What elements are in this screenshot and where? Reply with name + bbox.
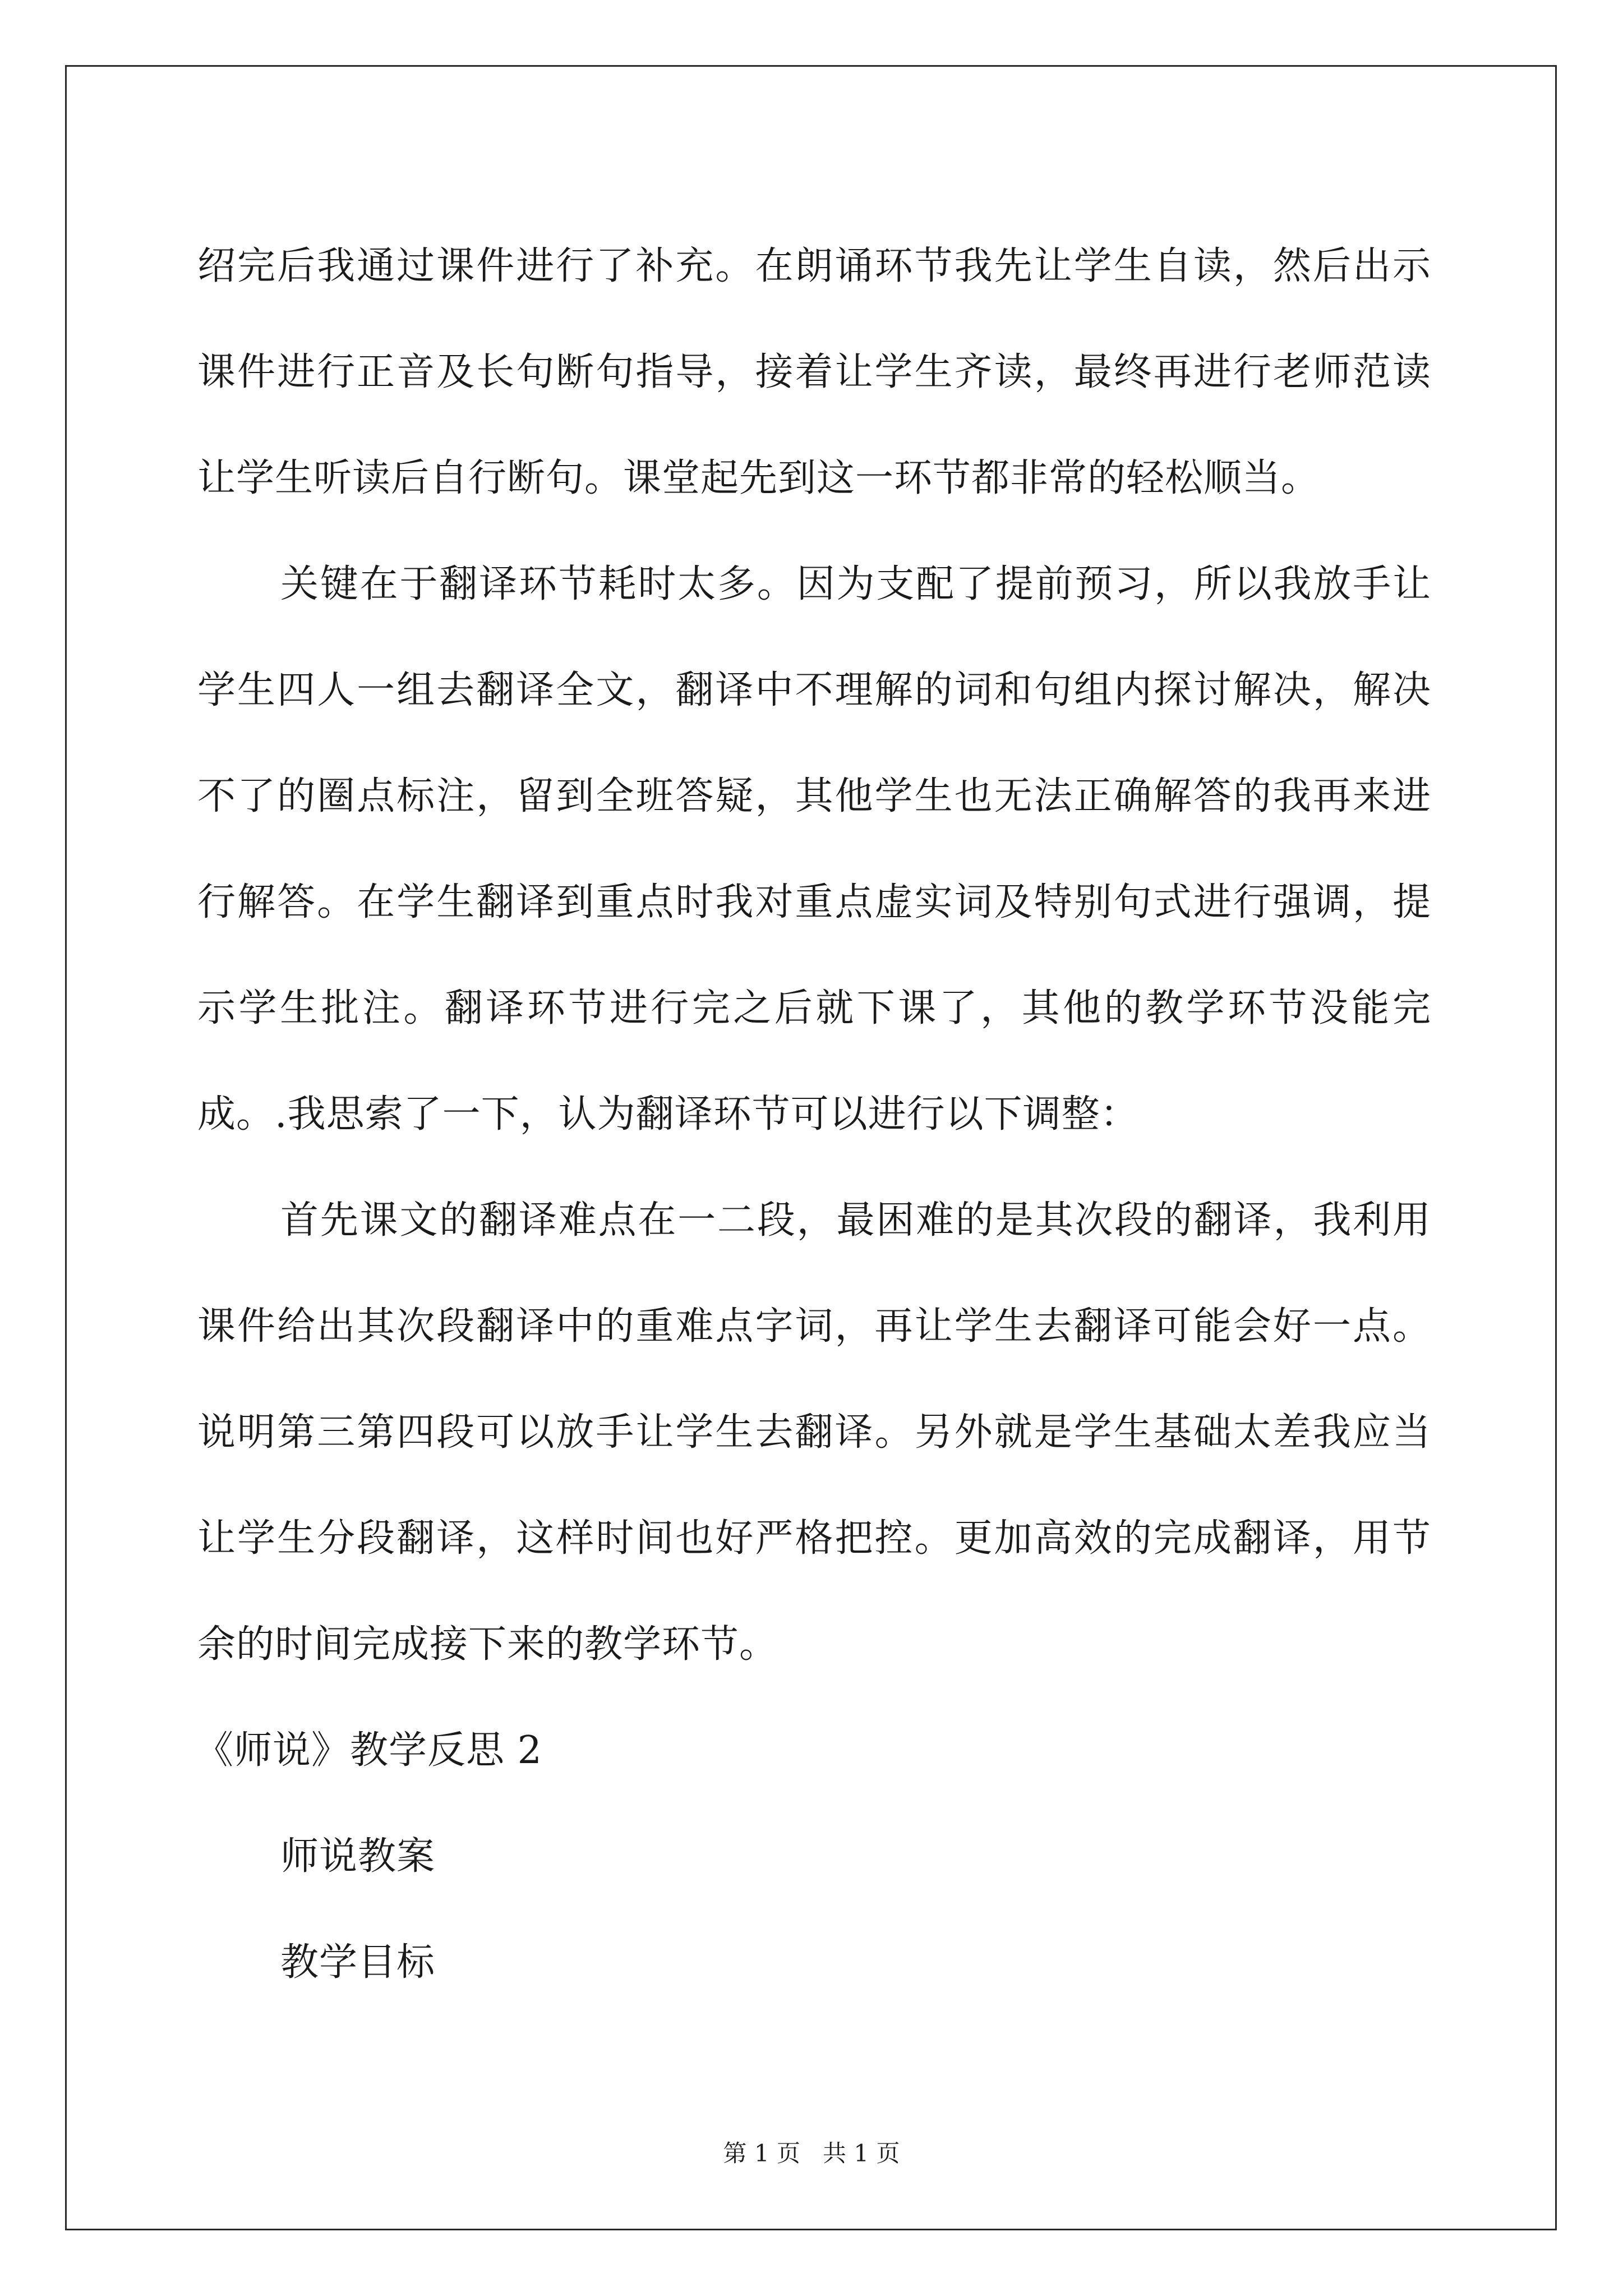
paragraph-continuation: 绍完后我通过课件进行了补充。在朗诵环节我先让学生自读，然后出示课件进行正音及长句断句指导，接着让学生齐读，最终再进行老师范读让学生听读后自行断句。课堂起先到这一环节都非常的轻松顺当。 — [197, 244, 1431, 500]
page-footer — [0, 2135, 1623, 2169]
paragraph-adjustment: 首先课文的翻译难点在一二段，最困难的是其次段的翻译，我利用课件给出其次段翻译中的重难点字词，再让学生去翻译可能会好一点。说明第三第四段可以放手让学生去翻译。另外就是学生基础太差我应当让学生分段翻译，这样时间也好严格把控。更加高效的完成翻译，用节余的时间完成接下来的教学环节。 — [197, 1198, 1431, 1667]
document-body — [197, 213, 1431, 2016]
paragraph-translation-issue: 关键在于翻译环节耗时太多。因为支配了提前预习，所以我放手让学生四人一组去翻译全文，翻译中不理解的词和句组内探讨解决，解决不了的圈点标注，留到全班答疑，其他学生也无法正确解答的我再来进行解答。在学生翻译到重点时我对重点虚实词及特别句式进行强调，提示学生批注。翻译环节进行完之后就下课了，其他的教学环节没能完成。.我思索了一下，认为翻译环节可以进行以下调整： — [197, 562, 1431, 1137]
sub-heading-lesson-plan: 师说教案 — [280, 1834, 436, 1879]
footer-total-pages: 共 1 页 — [823, 2139, 900, 2167]
footer-page-number: 第 1 页 — [723, 2139, 800, 2167]
section-heading: 《师说》教学反思 2 — [195, 1728, 542, 1773]
sub-heading-teaching-goals: 教学目标 — [280, 1940, 436, 1985]
